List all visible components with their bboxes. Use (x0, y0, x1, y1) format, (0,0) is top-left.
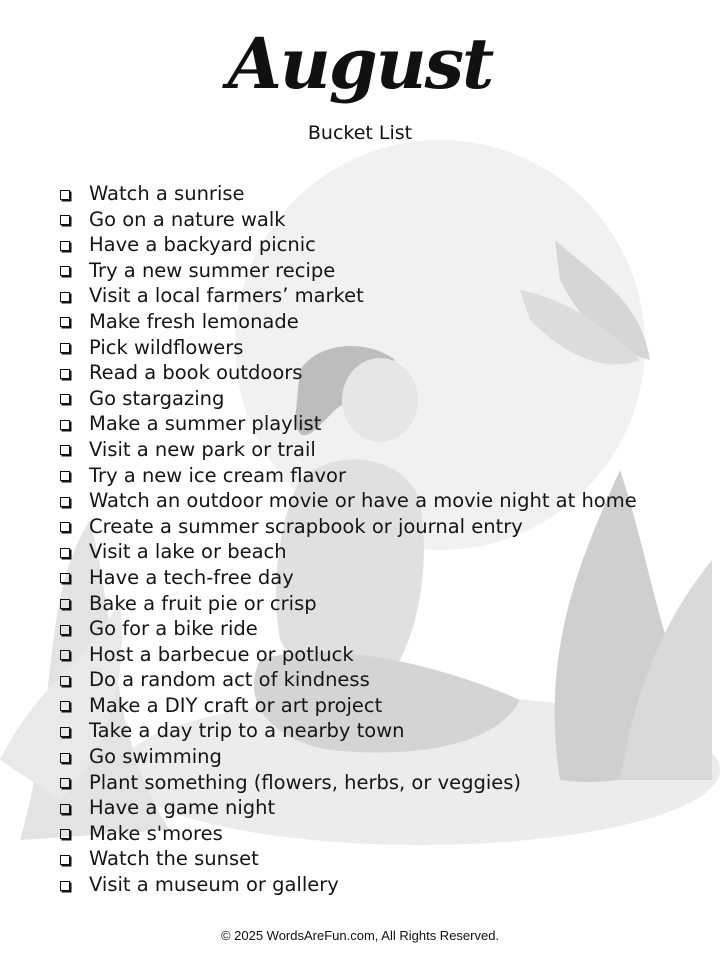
list-item-label: Visit a museum or gallery (89, 873, 339, 897)
page-title: August (227, 22, 493, 105)
list-item (0, 283, 637, 309)
list-item-label: Do a random act of kindness (89, 668, 370, 692)
checkbox-icon[interactable] (60, 266, 70, 276)
list-item-label: Watch a sunrise (89, 182, 245, 205)
list-item (0, 411, 637, 437)
checkbox-icon[interactable] (60, 625, 70, 635)
checkbox-icon[interactable] (60, 369, 70, 379)
list-item (0, 565, 637, 591)
list-item (0, 667, 637, 693)
list-item (0, 718, 637, 744)
checkbox-icon[interactable] (60, 676, 70, 686)
list-item-label: Visit a lake or beach (89, 540, 287, 564)
checkbox-icon[interactable] (60, 753, 70, 763)
list-item (0, 795, 637, 821)
list-item-label: Watch the sunset (89, 847, 259, 871)
list-item (0, 616, 637, 642)
list-item-label: Go stargazing (89, 386, 225, 410)
checkbox-icon[interactable] (60, 292, 70, 302)
list-item-label: Make a summer playlist (89, 412, 322, 436)
list-item (0, 386, 637, 412)
checkbox-icon[interactable] (60, 215, 70, 225)
list-item (0, 693, 637, 719)
checkbox-icon[interactable] (60, 445, 70, 455)
list-item-label: Read a book outdoors (89, 361, 303, 385)
list-item (0, 539, 637, 565)
list-item (0, 846, 637, 872)
list-item (0, 488, 637, 514)
list-item-label: Visit a new park or trail (89, 437, 316, 461)
list-item (0, 258, 637, 284)
list-item-label: Bake a fruit pie or crisp (89, 591, 317, 615)
checkbox-icon[interactable] (60, 778, 70, 788)
list-item-label: Host a barbecue or potluck (89, 642, 354, 666)
checkbox-icon[interactable] (60, 471, 70, 481)
list-item (0, 744, 637, 770)
list-item (0, 872, 637, 898)
checkbox-icon[interactable] (60, 650, 70, 660)
list-item-label: Go for a bike ride (89, 617, 258, 641)
list-item-label: Watch an outdoor movie or have a movie night at home (89, 489, 637, 513)
list-item-label: Go on a nature walk (89, 207, 286, 231)
checkbox-icon[interactable] (60, 881, 70, 891)
list-item (0, 232, 637, 258)
list-item (0, 821, 637, 847)
copyright-footer: © 2025 WordsAreFun.com, All Rights Reserved. (220, 928, 500, 943)
checkbox-icon[interactable] (60, 343, 70, 353)
list-item-label: Have a tech-free day (89, 565, 294, 589)
list-item (0, 463, 637, 489)
checkbox-icon[interactable] (60, 317, 70, 327)
checkbox-icon[interactable] (60, 522, 70, 532)
checkbox-icon[interactable] (60, 727, 70, 737)
list-item-label: Create a summer scrapbook or journal entry (89, 514, 523, 538)
list-item-label: Make s'mores (89, 821, 223, 845)
checkbox-icon[interactable] (60, 804, 70, 814)
checkbox-icon[interactable] (60, 190, 70, 200)
list-item (0, 770, 637, 796)
checkbox-icon[interactable] (60, 548, 70, 558)
list-item-label: Make a DIY craft or art project (89, 693, 383, 717)
page-subtitle: Bucket List (307, 122, 413, 144)
checkbox-icon[interactable] (60, 701, 70, 711)
list-item (0, 309, 637, 335)
checkbox-icon[interactable] (60, 599, 70, 609)
list-item (0, 642, 637, 668)
checkbox-icon[interactable] (60, 394, 70, 404)
checkbox-icon[interactable] (60, 420, 70, 430)
list-item (0, 360, 637, 386)
list-item-label: Visit a local farmers’ market (89, 284, 364, 308)
list-item-label: Take a day trip to a nearby town (89, 719, 405, 743)
list-item-label: Have a game night (89, 796, 276, 820)
list-item-label: Try a new ice cream flavor (89, 463, 346, 487)
list-item (0, 591, 637, 617)
list-item (0, 437, 637, 463)
list-item-label: Try a new summer recipe (89, 258, 336, 282)
list-item (0, 335, 637, 361)
list-item-label: Pick wildflowers (89, 335, 244, 359)
checkbox-icon[interactable] (60, 855, 70, 865)
list-item-label: Plant something (flowers, herbs, or veggies) (89, 770, 522, 794)
checkbox-icon[interactable] (60, 573, 70, 583)
checkbox-icon[interactable] (60, 497, 70, 507)
list-item (0, 207, 637, 233)
bucket-list (0, 181, 637, 898)
checkbox-icon[interactable] (60, 241, 70, 251)
list-item (0, 514, 637, 540)
list-item-label: Have a backyard picnic (89, 233, 316, 257)
list-item (0, 181, 637, 207)
checkbox-icon[interactable] (60, 829, 70, 839)
list-item-label: Make fresh lemonade (89, 309, 299, 333)
list-item-label: Go swimming (89, 745, 222, 769)
